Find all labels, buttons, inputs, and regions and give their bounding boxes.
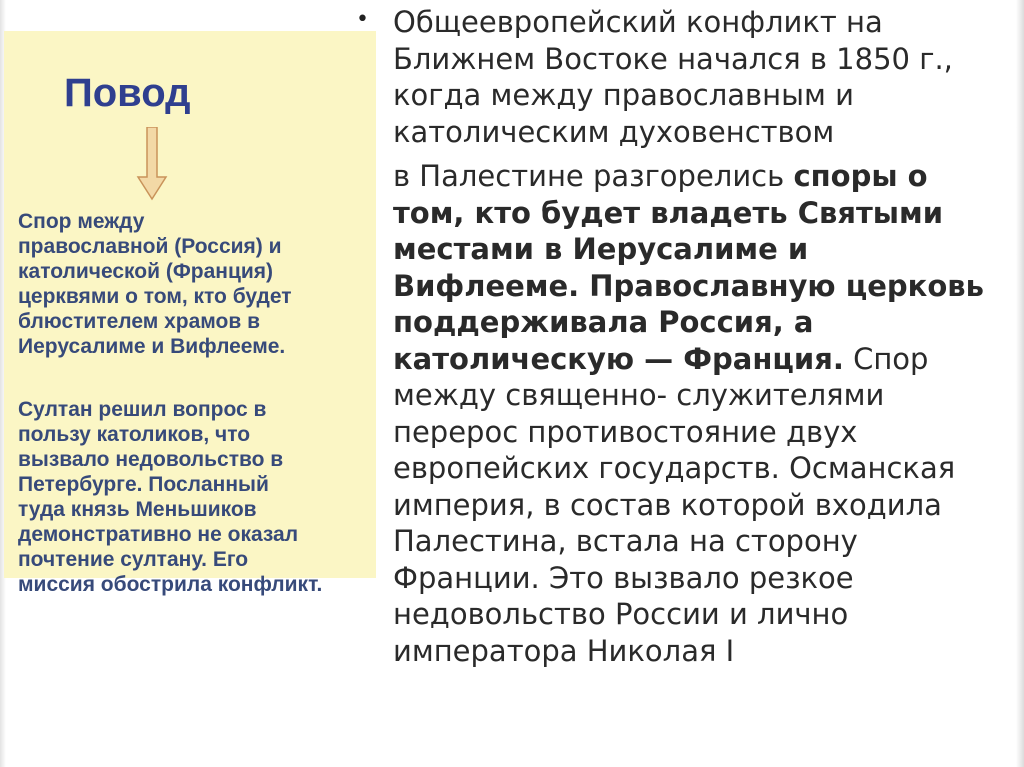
paragraph-2-start: в Палестине разгорелись: [393, 159, 794, 193]
paragraph-2: [393, 158, 1003, 669]
bullet-marker: •: [356, 7, 369, 32]
sultan-text: Султан решил вопрос в пользу католиков, что вызвало недовольство в Петербурге. Посланный туда князь Меньшиков демонстративно не оказал почтение султану. Его миссия обострила конфликт.: [18, 398, 323, 596]
reason-card: [4, 31, 376, 596]
paragraph-2-bold: споры о том, кто будет владеть Святыми местами в Иерусалиме и Вифлееме. Православную церковь поддерживала Россия, а католическую — Франция.: [393, 159, 984, 376]
down-arrow-icon: [136, 127, 168, 201]
main-text: [393, 4, 1003, 669]
paragraph-1: Общеевропейский конфликт на Ближнем Востоке начался в 1850 г., когда между православным и католическим духовенством: [393, 5, 953, 149]
dispute-text: Спор между православной (Россия) и католической (Франция) церквями о том, кто будет блюстителем храмов в Иерусалиме и Вифлееме.: [18, 210, 292, 358]
paragraph-2-end: Спор между священно- служителями перерос противостояние двух европейских государств. Османская империя, в состав которой входила Палестина, встала на сторону Франции. Это вызвало резкое недовольство России и лично императора Николая I: [393, 341, 956, 668]
slide-edge-right: [1016, 0, 1024, 767]
card-title: Повод: [64, 71, 191, 115]
